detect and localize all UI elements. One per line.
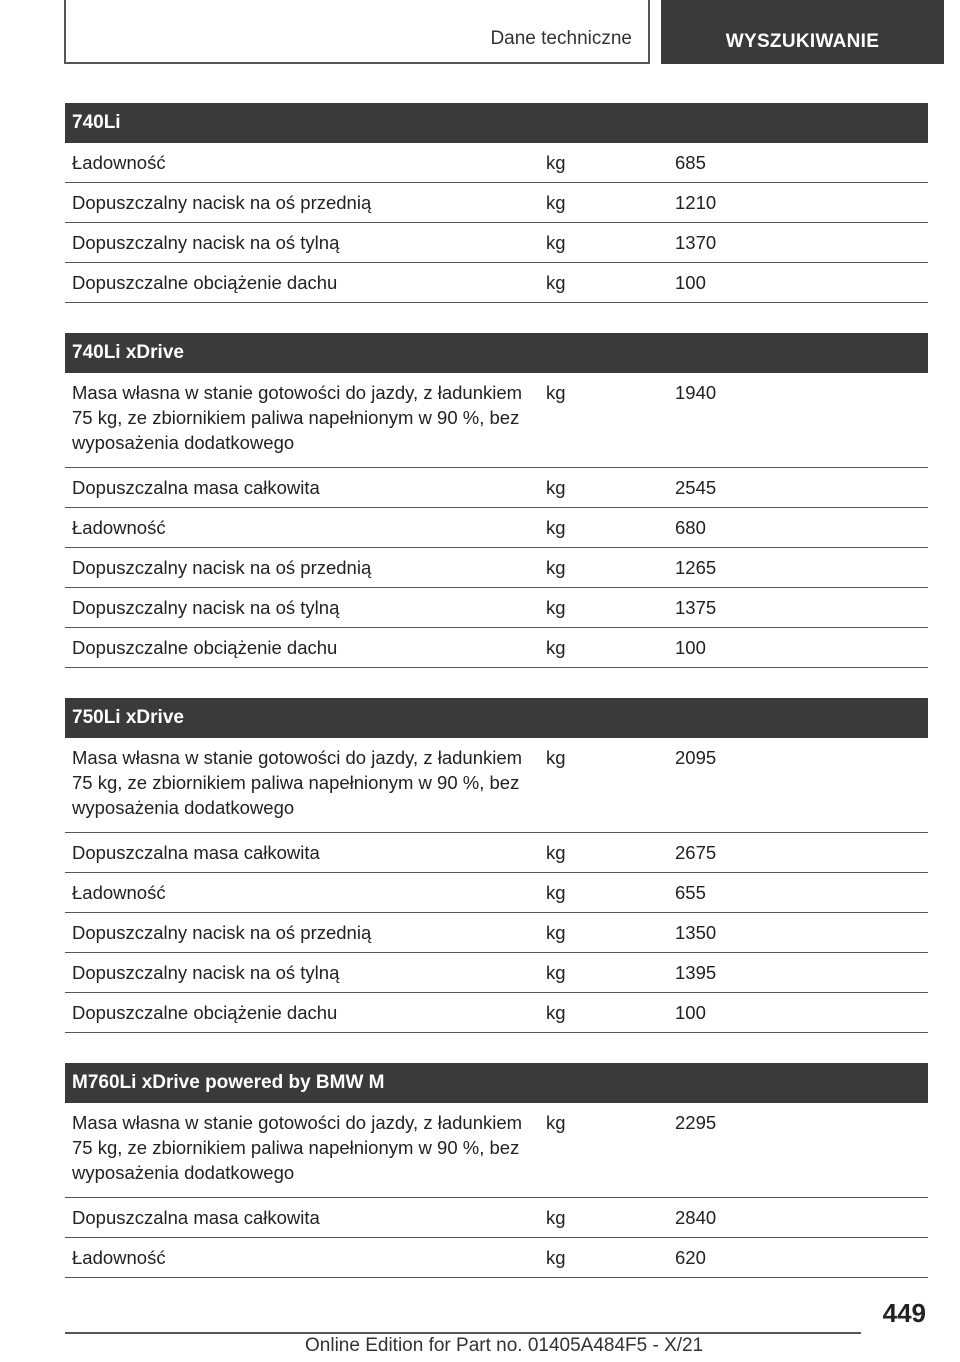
table-row — [65, 548, 928, 588]
table-row — [65, 873, 928, 913]
search-button[interactable]: WYSZUKIWANIE — [661, 0, 944, 64]
section-heading: 750Li xDrive — [65, 698, 928, 738]
table-row — [65, 183, 928, 223]
row-label: Masa własna w stanie gotowości do jazdy, z ładunkiem 75 kg, ze zbiornikiem paliwa napełnionym w 90 %, bez wyposażenia dodatkowego — [72, 382, 523, 453]
row-label: Masa własna w stanie gotowości do jazdy, z ładunkiem 75 kg, ze zbiornikiem paliwa napełnionym w 90 %, bez wyposażenia dodatkowego — [72, 1112, 523, 1183]
row-value: 1210 — [675, 192, 717, 213]
row-label: Masa własna w stanie gotowości do jazdy, z ładunkiem 75 kg, ze zbiornikiem paliwa napełnionym w 90 %, bez wyposażenia dodatkowego — [72, 747, 523, 818]
row-value: 100 — [675, 1002, 706, 1023]
row-value: 2095 — [675, 747, 717, 768]
table-row — [65, 913, 928, 953]
row-unit: kg — [546, 597, 566, 618]
row-value: 100 — [675, 637, 706, 658]
row-label: Dopuszczalny nacisk na oś przednią — [72, 192, 372, 213]
spec-section — [65, 698, 928, 1033]
spec-tables — [65, 103, 928, 1308]
row-value: 1370 — [675, 232, 717, 253]
row-value: 2295 — [675, 1112, 717, 1133]
page-number: 449 — [882, 1298, 926, 1328]
row-label: Dopuszczalny nacisk na oś tylną — [72, 597, 340, 618]
table-row — [65, 833, 928, 873]
row-label: Dopuszczalna masa całkowita — [72, 1207, 320, 1228]
table-row — [65, 953, 928, 993]
row-unit: kg — [546, 1247, 566, 1268]
row-value: 1940 — [675, 382, 717, 403]
row-unit: kg — [546, 637, 566, 658]
spec-section — [65, 103, 928, 303]
table-row — [65, 1103, 928, 1198]
row-label: Dopuszczalny nacisk na oś tylną — [72, 232, 340, 253]
table-row — [65, 993, 928, 1033]
footer-divider — [65, 1332, 861, 1334]
row-label: Dopuszczalna masa całkowita — [72, 842, 320, 863]
row-value: 685 — [675, 152, 706, 173]
row-value: 2840 — [675, 1207, 717, 1228]
table-row — [65, 143, 928, 183]
table-row — [65, 508, 928, 548]
row-unit: kg — [546, 1112, 566, 1133]
table-row — [65, 223, 928, 263]
row-unit: kg — [546, 477, 566, 498]
section-title: Dane techniczne — [490, 28, 632, 49]
row-unit: kg — [546, 1207, 566, 1228]
row-value: 2675 — [675, 842, 717, 863]
spec-section — [65, 333, 928, 668]
row-value: 655 — [675, 882, 706, 903]
row-label: Ładowność — [72, 152, 166, 173]
table-row — [65, 263, 928, 303]
row-unit: kg — [546, 842, 566, 863]
section-heading: M760Li xDrive powered by BMW M — [65, 1063, 928, 1103]
row-value: 1375 — [675, 597, 717, 618]
row-unit: kg — [546, 382, 566, 403]
row-label: Dopuszczalna masa całkowita — [72, 477, 320, 498]
row-value: 1265 — [675, 557, 717, 578]
row-unit: kg — [546, 747, 566, 768]
table-row — [65, 588, 928, 628]
row-label: Ładowność — [72, 1247, 166, 1268]
row-label: Dopuszczalne obciążenie dachu — [72, 272, 338, 293]
row-unit: kg — [546, 962, 566, 983]
row-unit: kg — [546, 152, 566, 173]
row-unit: kg — [546, 272, 566, 293]
row-value: 100 — [675, 272, 706, 293]
row-label: Dopuszczalny nacisk na oś tylną — [72, 962, 340, 983]
section-heading: 740Li — [65, 103, 928, 143]
row-value: 2545 — [675, 477, 717, 498]
row-value: 680 — [675, 517, 706, 538]
table-row — [65, 1238, 928, 1278]
row-label: Dopuszczalny nacisk na oś przednią — [72, 922, 372, 943]
row-label: Dopuszczalne obciążenie dachu — [72, 637, 338, 658]
row-label: Dopuszczalny nacisk na oś przednią — [72, 557, 372, 578]
table-row — [65, 738, 928, 833]
row-unit: kg — [546, 882, 566, 903]
table-row — [65, 1198, 928, 1238]
page-header — [0, 0, 960, 66]
row-label: Dopuszczalne obciążenie dachu — [72, 1002, 338, 1023]
section-heading: 740Li xDrive — [65, 333, 928, 373]
row-unit: kg — [546, 557, 566, 578]
row-label: Ładowność — [72, 517, 166, 538]
table-row — [65, 373, 928, 468]
table-row — [65, 628, 928, 668]
row-value: 620 — [675, 1247, 706, 1268]
row-unit: kg — [546, 922, 566, 943]
edition-text: Online Edition for Part no. 01405A484F5 - X/21 — [305, 1335, 704, 1356]
row-unit: kg — [546, 1002, 566, 1023]
row-unit: kg — [546, 232, 566, 253]
row-value: 1395 — [675, 962, 717, 983]
table-row — [65, 468, 928, 508]
row-value: 1350 — [675, 922, 717, 943]
row-unit: kg — [546, 192, 566, 213]
row-label: Ładowność — [72, 882, 166, 903]
spec-section — [65, 1063, 928, 1278]
row-unit: kg — [546, 517, 566, 538]
section-tab[interactable] — [64, 0, 650, 64]
